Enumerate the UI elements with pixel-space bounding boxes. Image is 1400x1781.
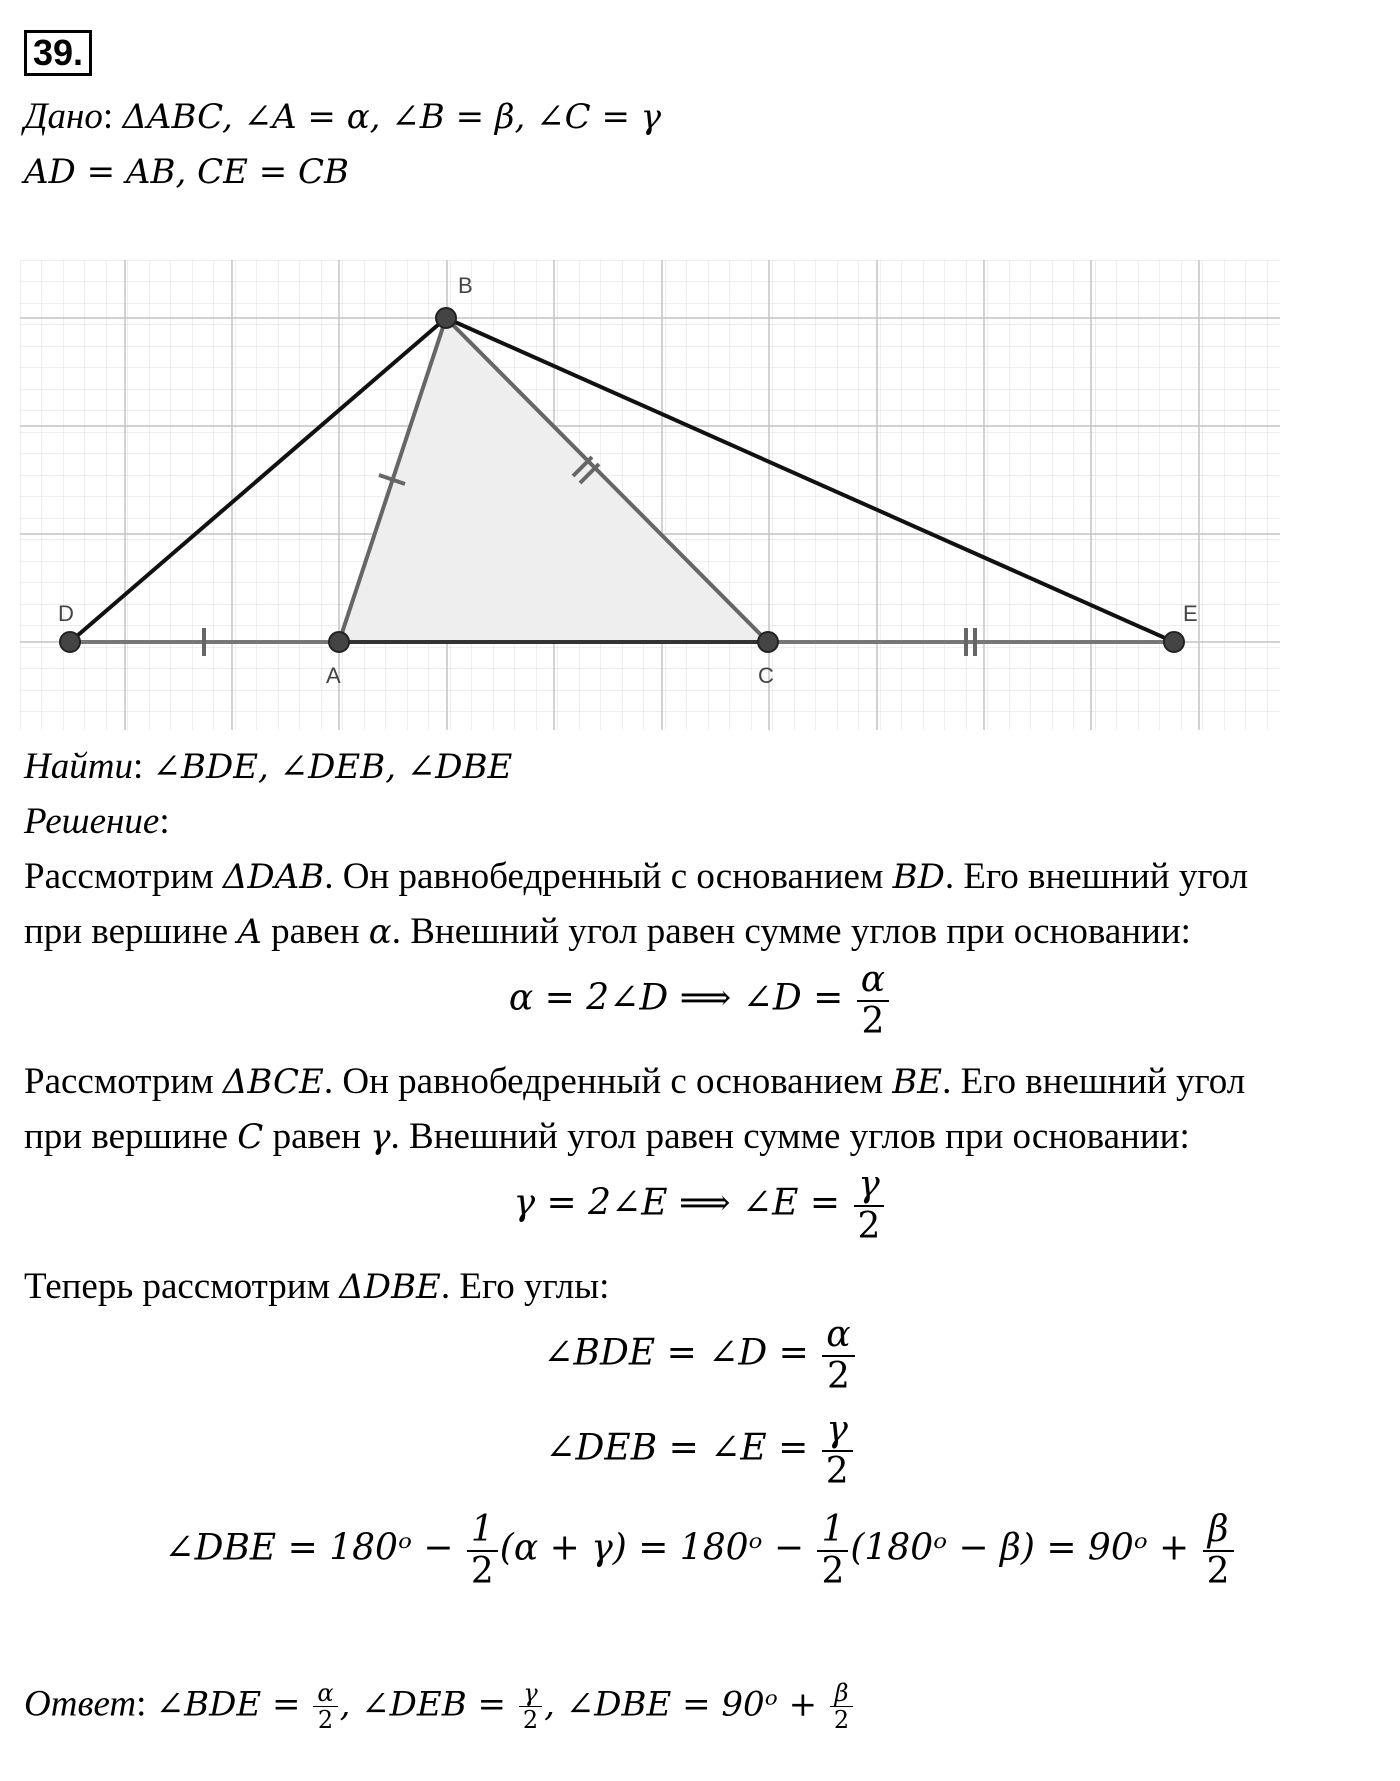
- fraction-numerator: 1: [467, 1510, 498, 1552]
- find-line: Найти: ∠BDE, ∠DEB, ∠DBE: [24, 746, 513, 787]
- fraction: [854, 1165, 885, 1246]
- fraction-denominator: 2: [522, 1706, 539, 1735]
- fraction: [1203, 1510, 1234, 1591]
- equation-text: α = 2∠D ⟹ ∠D =: [508, 977, 855, 1019]
- p2-text: при вершине: [24, 1116, 238, 1157]
- solution-heading: Решение:: [24, 801, 170, 842]
- p2-triangle: ΔBCE: [222, 1062, 324, 1102]
- fraction-denominator: 2: [826, 1355, 850, 1397]
- equation-text: ∠DBE = 180ᵒ −: [164, 1527, 465, 1569]
- fraction-denominator: 2: [821, 1550, 845, 1592]
- label-c: C: [758, 663, 774, 688]
- p3-text: Теперь рассмотрим: [24, 1266, 340, 1307]
- fraction-denominator: 2: [825, 1450, 849, 1492]
- label-b: B: [458, 273, 473, 298]
- fraction-numerator: β: [1203, 1510, 1234, 1552]
- p1-text: равен: [261, 911, 369, 952]
- fraction-denominator: 2: [833, 1706, 850, 1735]
- p1-angle: α: [368, 912, 392, 952]
- solution-label: Решение: [24, 801, 160, 842]
- point-d: [60, 632, 80, 652]
- fraction-numerator: α: [822, 1315, 854, 1357]
- answer-text: ∠BDE =: [155, 1684, 312, 1725]
- fraction: [817, 1510, 848, 1591]
- fraction: [822, 1315, 854, 1396]
- fraction: [467, 1510, 498, 1591]
- p2-text: . Его внешний угол: [942, 1061, 1246, 1102]
- point-a: [329, 632, 349, 652]
- equation-5: [0, 1510, 1400, 1591]
- equation-4: [0, 1410, 1400, 1491]
- fraction: [313, 1680, 337, 1734]
- fraction-numerator: β: [830, 1680, 853, 1707]
- p2-text: равен: [263, 1116, 371, 1157]
- equation-text: ∠DEB = ∠E =: [545, 1427, 820, 1469]
- fraction: [830, 1680, 853, 1734]
- point-b: [436, 308, 456, 328]
- fraction-numerator: γ: [519, 1680, 542, 1707]
- p2-text: Рассмотрим: [24, 1061, 223, 1102]
- given-text-1: ΔABC, ∠A = α, ∠B = β, ∠C = γ: [122, 97, 662, 137]
- p1-text: Рассмотрим: [24, 856, 223, 897]
- fraction-numerator: 1: [817, 1510, 848, 1552]
- fraction-denominator: 2: [470, 1550, 494, 1592]
- find-text: ∠BDE, ∠DEB, ∠DBE: [152, 747, 513, 787]
- fraction: [857, 960, 889, 1041]
- p1-text: при вершине: [24, 911, 238, 952]
- p2-line-2: [24, 1115, 1190, 1158]
- p1-text: . Внешний угол равен сумме углов при основании:: [391, 911, 1191, 952]
- answer-line: Ответ: ∠BDE = $\frac{\alpha}{2}$ , ∠DEB = $\frac{\gamma}{2}$ , ∠DBE = 90ᵒ + $\frac{\beta}{2}$: [24, 1680, 855, 1734]
- answer-text: , ∠DEB =: [339, 1684, 517, 1725]
- p2-text: . Внешний угол равен сумме углов при основании:: [390, 1116, 1190, 1157]
- p1-line-1: [24, 855, 1248, 898]
- point-e: [1164, 632, 1184, 652]
- p1-line-2: [24, 910, 1191, 953]
- grid: [20, 260, 1280, 730]
- p1-text: . Его внешний угол: [944, 856, 1249, 897]
- equation-text: (180ᵒ − β) = 90ᵒ +: [850, 1527, 1201, 1569]
- point-c: [758, 632, 778, 652]
- equation-text: ∠BDE = ∠D =: [543, 1332, 821, 1374]
- label-a: A: [326, 663, 341, 688]
- answer-text: , ∠DBE = 90ᵒ +: [544, 1684, 828, 1725]
- fraction: [519, 1680, 542, 1734]
- fraction-numerator: α: [857, 960, 889, 1002]
- p2-line-1: [24, 1060, 1245, 1103]
- p2-base: BE: [892, 1062, 943, 1102]
- answer-label: Ответ: [24, 1683, 137, 1725]
- given-text-2: AD = AB, CE = CB: [24, 152, 350, 192]
- p1-base: BD: [892, 857, 945, 897]
- label-e: E: [1183, 601, 1198, 626]
- label-d: D: [58, 601, 74, 626]
- equation-1: [0, 960, 1400, 1041]
- equation-text: (α + γ) = 180ᵒ −: [499, 1527, 816, 1569]
- p3-text: . Его углы:: [440, 1266, 610, 1307]
- fraction-numerator: α: [313, 1680, 337, 1707]
- fraction-denominator: 2: [317, 1706, 334, 1735]
- given-line-2: [24, 150, 349, 193]
- fraction-denominator: 2: [1206, 1550, 1230, 1592]
- p3-triangle: ΔDBE: [339, 1267, 441, 1307]
- p1-text: . Он равнобедренный с основанием: [324, 856, 893, 897]
- fraction-denominator: 2: [861, 1000, 885, 1042]
- fraction-denominator: 2: [857, 1205, 881, 1247]
- equation-3: [0, 1315, 1400, 1396]
- given-label: Дано: [24, 96, 103, 137]
- fraction-numerator: γ: [854, 1165, 885, 1207]
- problem-number: 39.: [24, 30, 92, 76]
- p3-line: [24, 1265, 609, 1308]
- given-line-1: Дано: ΔABC, ∠A = α, ∠B = β, ∠C = γ: [24, 96, 662, 137]
- fraction-numerator: γ: [822, 1410, 853, 1452]
- p2-text: . Он равнобедренный с основанием: [323, 1061, 893, 1102]
- find-label: Найти: [24, 746, 133, 787]
- fraction: [822, 1410, 853, 1491]
- equation-2: [0, 1165, 1400, 1246]
- equation-text: γ = 2∠E ⟹ ∠E =: [513, 1182, 852, 1224]
- p1-triangle: ΔDAB: [222, 857, 325, 897]
- p1-vertex: A: [237, 912, 262, 952]
- p2-angle: γ: [370, 1117, 391, 1157]
- p2-vertex: C: [237, 1117, 264, 1157]
- geometry-figure: [20, 260, 1280, 740]
